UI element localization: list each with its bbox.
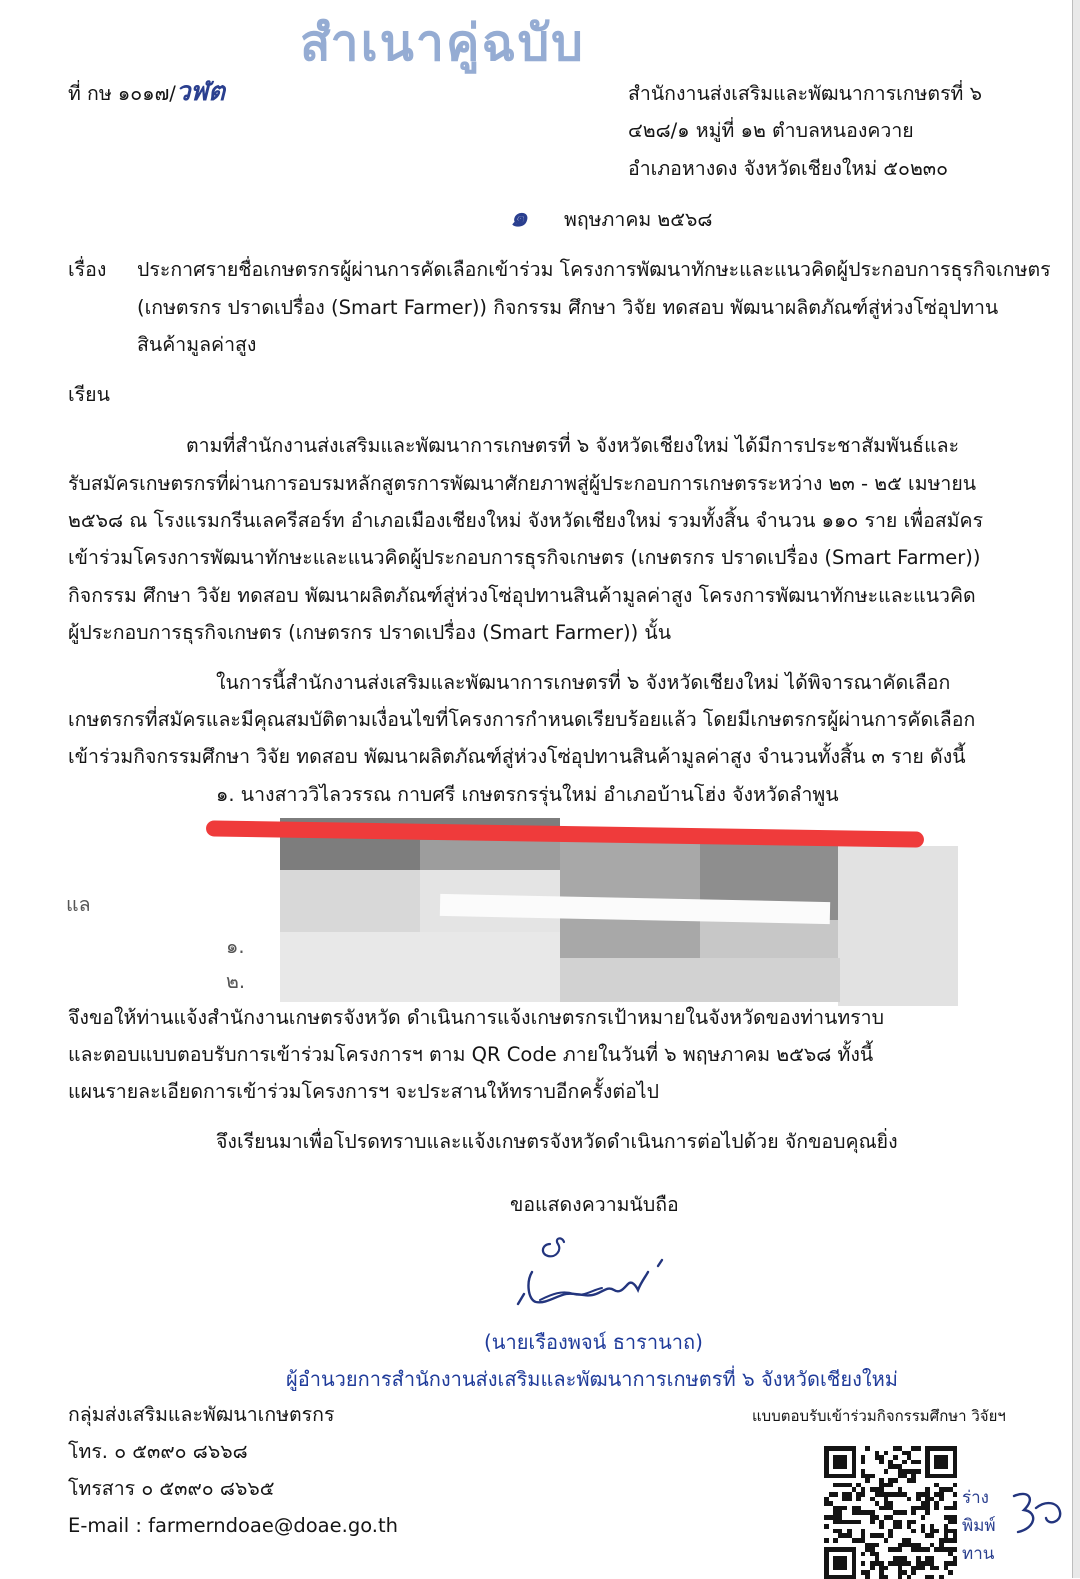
sender-address-line-3: อำเภอหางดง จังหวัดเชียงใหม่ ๕๐๒๓๐ (628, 157, 949, 180)
qr-module (884, 1451, 889, 1456)
qr-module (898, 1547, 903, 1552)
subject-line-2: (เกษตรกร ปราดเปรื่อง (Smart Farmer)) กิจกรรม ศึกษา วิจัย ทดสอบ พัฒนาผลิตภัณฑ์สู่ห่วงโซ่อุปทาน (137, 296, 999, 319)
qr-code[interactable] (822, 1444, 960, 1578)
qr-module (833, 1538, 838, 1543)
qr-module (925, 1510, 930, 1515)
qr-module (953, 1520, 958, 1525)
qr-module (888, 1483, 893, 1488)
qr-module (911, 1529, 916, 1534)
qr-module (902, 1510, 907, 1515)
qr-module (888, 1533, 893, 1538)
qr-module (916, 1460, 921, 1465)
regards: ขอแสดงความนับถือ (510, 1193, 679, 1216)
redacted-fragment-2: ๑. (226, 935, 245, 958)
qr-module (953, 1561, 958, 1566)
date-day: ๑ (510, 200, 528, 233)
closing-line: จึงเรียนมาเพื่อโปรดทราบและแจ้งเกษตรจังหวัดดำเนินการต่อไปด้วย จักขอบคุณยิ่ง (216, 1130, 898, 1153)
redaction-block (280, 932, 560, 1002)
qr-module (939, 1497, 944, 1502)
qr-module (870, 1566, 875, 1571)
qr-module (898, 1575, 903, 1579)
doc-number-prefix: ที่ กษ ๑๐๑๗/ (68, 82, 176, 105)
qr-module (861, 1460, 866, 1465)
subject-line-3: สินค้ามูลค่าสูง (137, 333, 257, 356)
margin-notes (962, 1484, 996, 1568)
qr-module (953, 1483, 958, 1488)
sender-address-line-2: ๔๒๘/๑ หมู่ที่ ๑๒ ตำบลหนองควาย (628, 119, 914, 142)
paragraph3-line-3: แผนรายละเอียดการเข้าร่วมโครงการฯ จะประสานให้ทราบอีกครั้งต่อไป (68, 1080, 659, 1103)
qr-module (865, 1478, 870, 1483)
date-month-year: พฤษภาคม ๒๕๖๘ (564, 208, 713, 231)
qr-module (852, 1474, 857, 1479)
paragraph2-line-2: เกษตรกรที่สมัครและมีคุณสมบัติตามเงื่อนไขที่โครงการกำหนดเรียบร้อยแล้ว โดยมีเกษตรกรผู้ผ่านการคัดเลือก (68, 708, 976, 731)
qr-module (870, 1520, 875, 1525)
contact-email: E-mail : farmerndoae@doae.go.th (68, 1514, 398, 1537)
paragraph2-line-1: ในการนี้สำนักงานส่งเสริมและพัฒนาการเกษตรที่ ๖ จังหวัดเชียงใหม่ ได้พิจารณาคัดเลือก (216, 671, 951, 694)
paragraph1-line-2: รับสมัครเกษตรกรที่ผ่านการอบรมหลักสูตรการพัฒนาศักยภาพสู่ผู้ประกอบการเกษตรระหว่าง ๒๓ - ๒๕ เมษายน (68, 472, 977, 495)
paragraph1-line-5: กิจกรรม ศึกษา วิจัย ทดสอบ พัฒนาผลิตภัณฑ์สู่ห่วงโซ่อุปทานสินค้ามูลค่าสูง โครงการพัฒนาทักษะและแนวคิด (68, 584, 976, 607)
doc-number (68, 77, 226, 107)
qr-module (953, 1474, 958, 1479)
redacted-fragment-1: แล (66, 893, 91, 916)
qr-module (856, 1520, 861, 1525)
qr-module (842, 1464, 847, 1469)
qr-module (861, 1561, 866, 1566)
qr-module (911, 1510, 916, 1515)
qr-module (934, 1529, 939, 1534)
redaction-block (560, 958, 840, 1002)
qr-module (953, 1492, 958, 1497)
paragraph2-line-3: เข้าร่วมกิจกรรมศึกษา วิจัย ทดสอบ พัฒนาผลิตภัณฑ์สู่ห่วงโซ่อุปทานสินค้ามูลค่าสูง จำนวนทั้งสิ้น ๓ ราย ดังนี้ (68, 745, 966, 768)
paragraph3-line-2: และตอบแบบตอบรับการเข้าร่วมโครงการฯ ตาม QR Code ภายในวันที่ ๖ พฤษภาคม ๒๕๖๘ ทั้งนี้ (68, 1043, 874, 1066)
qr-module (893, 1455, 898, 1460)
qr-module (911, 1478, 916, 1483)
qr-module (953, 1547, 958, 1552)
qr-module (916, 1446, 921, 1451)
signer-title: ผู้อำนวยการสำนักงานส่งเสริมและพัฒนาการเกษตรที่ ๖ จังหวัดเชียงใหม่ (286, 1367, 898, 1391)
qr-module (879, 1460, 884, 1465)
page-edge (1073, 0, 1080, 1578)
qr-module (934, 1506, 939, 1511)
qr-module (893, 1478, 898, 1483)
copy-stamp: สำเนาคู่ฉบับ (300, 13, 585, 72)
qr-module (916, 1469, 921, 1474)
paragraph1-line-4: เข้าร่วมโครงการพัฒนาทักษะและแนวคิดผู้ประกอบการธุรกิจเกษตร (เกษตรกร ปราดเปรื่อง (Smart Farmer)) (68, 546, 981, 569)
contact-fax: โทรสาร ๐ ๕๓๙๐ ๘๖๖๕ (68, 1477, 275, 1500)
qr-module (911, 1520, 916, 1525)
page-edge-line (1072, 0, 1073, 1578)
selected-farmer-1: ๑. นางสาววิไลวรรณ กาบศรี เกษตรกรรุ่นใหม่ อำเภอบ้านโฮ่ง จังหวัดลำพูน (216, 783, 839, 806)
signature (510, 1236, 680, 1316)
qr-module (884, 1538, 889, 1543)
qr-module (930, 1533, 935, 1538)
qr-module (907, 1575, 912, 1579)
qr-module (861, 1552, 866, 1557)
redaction-block (280, 870, 420, 932)
qr-module (898, 1524, 903, 1529)
qr-module (934, 1566, 939, 1571)
margin-note-draft: ร่าง (962, 1488, 989, 1508)
qr-module (847, 1497, 852, 1502)
redaction-block (420, 840, 560, 870)
qr-module (870, 1474, 875, 1479)
paragraph1-line-6: ผู้ประกอบการธุรกิจเกษตร (เกษตรกร ปราดเปรื่อง (Smart Farmer)) นั้น (68, 621, 672, 644)
redaction-block (700, 920, 840, 960)
qr-module (907, 1497, 912, 1502)
qr-module (865, 1446, 870, 1451)
qr-module (824, 1538, 829, 1543)
sender-address-line-1: สำนักงานส่งเสริมและพัฒนาการเกษตรที่ ๖ (628, 82, 982, 105)
qr-module (921, 1515, 926, 1520)
qr-module (884, 1566, 889, 1571)
qr-module (875, 1543, 880, 1548)
qr-module (953, 1506, 958, 1511)
qr-module (833, 1492, 838, 1497)
qr-module (884, 1575, 889, 1579)
qr-module (911, 1570, 916, 1575)
qr-module (944, 1464, 949, 1469)
margin-note-typed: พิมพ์ (962, 1516, 996, 1536)
qr-module (902, 1460, 907, 1465)
doc-number-handwritten: วฬต (175, 77, 226, 107)
redacted-fragment-3: ๒. (226, 970, 246, 993)
redaction-block (838, 846, 958, 1006)
qr-module (824, 1524, 829, 1529)
qr-module (865, 1575, 870, 1579)
qr-module (953, 1538, 958, 1543)
qr-module (939, 1575, 944, 1579)
qr-module (921, 1566, 926, 1571)
initials-mark (1010, 1486, 1070, 1556)
qr-module (948, 1570, 953, 1575)
qr-module (879, 1524, 884, 1529)
salutation: เรียน (68, 383, 110, 406)
contact-group: กลุ่มส่งเสริมและพัฒนาเกษตรกร (68, 1403, 335, 1426)
paragraph1-line-1: ตามที่สำนักงานส่งเสริมและพัฒนาการเกษตรที่ ๖ จังหวัดเชียงใหม่ ได้มีการประชาสัมพันธ์และ (186, 434, 960, 457)
paragraph3-line-1: จึงขอให้ท่านแจ้งสำนักงานเกษตรจังหวัด ดำเนินการแจ้งเกษตรกรเป้าหมายในจังหวัดของท่านทราบ (68, 1006, 885, 1029)
margin-note-proofread: ทาน (962, 1544, 995, 1564)
qr-module (930, 1575, 935, 1579)
qr-module (856, 1497, 861, 1502)
qr-module (842, 1566, 847, 1571)
qr-caption: แบบตอบรับเข้าร่วมกิจกรรมศึกษา วิจัยฯ (752, 1407, 1006, 1425)
contact-phone: โทร. ๐ ๕๓๙๐ ๘๖๖๘ (68, 1440, 248, 1463)
paragraph1-line-3: ๒๕๖๘ ณ โรงแรมกรีนเลครีสอร์ท อำเภอเมืองเชียงใหม่ จังหวัดเชียงใหม่ รวมทั้งสิ้น จำนวน ๑๑๐ ราย เพื่อสมัคร (68, 509, 984, 532)
subject-label: เรื่อง (68, 258, 107, 281)
qr-module (884, 1469, 889, 1474)
qr-module (861, 1492, 866, 1497)
signer-name: (นายเรืองพจน์ ธารานาถ) (484, 1330, 703, 1354)
subject-line-1: ประกาศรายชื่อเกษตรกรผู้ผ่านการคัดเลือกเข้าร่วม โครงการพัฒนาทักษะและแนวคิดผู้ประกอบการธุรกิจเกษตร (137, 258, 1051, 281)
qr-module (852, 1575, 857, 1579)
qr-module (925, 1547, 930, 1552)
qr-module (842, 1506, 847, 1511)
